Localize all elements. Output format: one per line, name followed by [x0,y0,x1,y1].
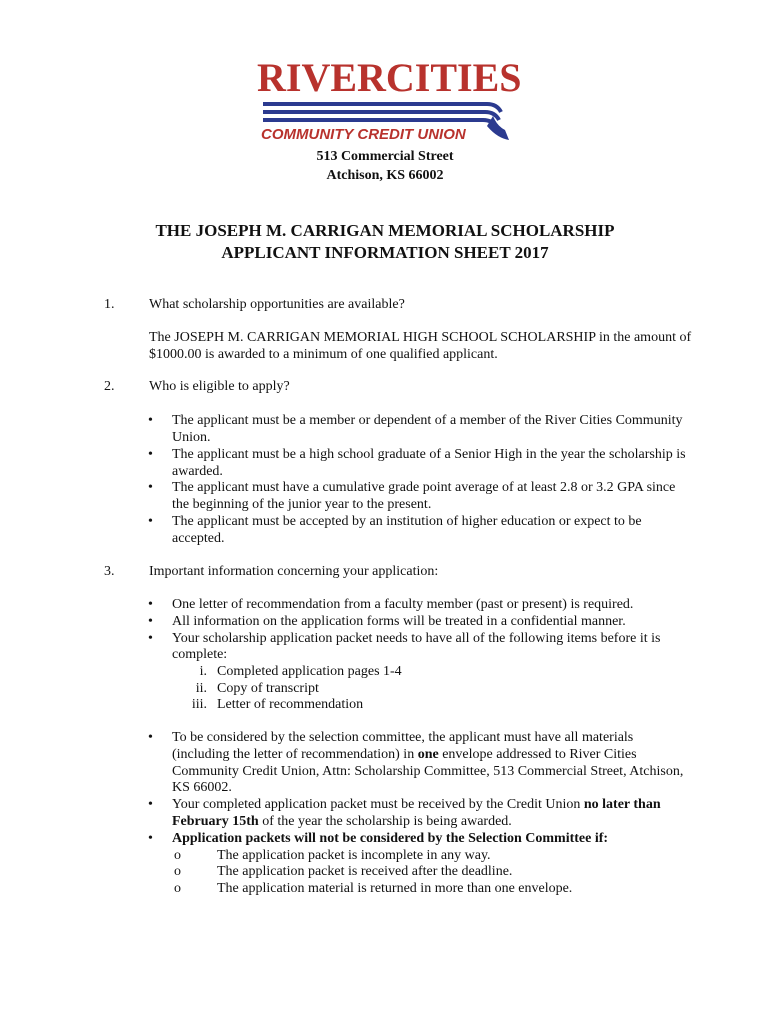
q3-bullet5-line1-a: Your completed application packet must be received by the Credit Union [172,797,584,812]
bullet-icon: • [148,447,153,462]
bullet-icon: • [148,631,153,646]
q2-bullet4-line2: accepted. [172,531,225,546]
q3-bullet4-line1: To be considered by the selection committee, the applicant must have all materials [172,730,634,745]
bullet-icon: • [148,413,153,428]
q2-bullet2-line1: The applicant must be a high school graduate of a Senior High in the year the scholarship is [172,447,686,462]
q3-bullet3-line2: complete: [172,647,228,662]
required-item-1: Completed application pages 1-4 [217,664,402,679]
q3-bullet5-line1 [172,796,661,813]
q3-question: Important information concerning your application: [149,564,439,579]
address-street: 513 Commercial Street [316,149,454,164]
q3-bullet4-line2-b: envelope addressed to River Cities [438,747,637,762]
q1-answer-line2: $1000.00 is awarded to a minimum of one qualified applicant. [149,347,498,362]
q3-bullet5-line2-bold: February 15th [172,814,259,829]
exclusion-3: The application material is returned in more than one envelope. [217,881,573,896]
exclusion-1: The application packet is incomplete in any way. [217,848,491,863]
bullet-icon: • [148,614,153,629]
roman-numeral-ii: ii. [195,681,207,696]
circle-bullet-icon: o [174,864,181,879]
q1-number: 1. [104,297,115,312]
q2-bullet3-line2: the beginning of the junior year to the present. [172,497,432,512]
q3-bullet5-line2 [172,813,512,830]
circle-bullet-icon: o [174,881,181,896]
bullet-icon: • [148,797,153,812]
q3-bullet5-line2-b: of the year the scholarship is being awarded. [258,814,512,829]
bullet-icon: • [148,480,153,495]
q3-bullet4-line3: Community Credit Union, Attn: Scholarship Committee, 513 Commercial Street, Atchison, [172,764,684,779]
required-item-2: Copy of transcript [217,681,319,696]
q3-bullet4-line2-bold: one [417,747,439,762]
q3-bullet6-bold: Application packets will not be considered by the Selection Committee if: [172,831,609,846]
address-city: Atchison, KS 66002 [326,168,444,183]
q3-bullet1: One letter of recommendation from a faculty member (past or present) is required. [172,597,634,612]
q2-number: 2. [104,379,115,394]
q2-bullet2-line2: awarded. [172,464,223,479]
q3-bullet4-line2-a: (including the letter of recommendation) in [172,747,418,762]
roman-numeral-iii: iii. [191,697,207,712]
q3-number: 3. [104,564,115,579]
q3-bullet3-line1: Your scholarship application packet needs to have all of the following items before it is [172,631,661,646]
q2-question: Who is eligible to apply? [149,379,290,394]
q2-bullet1-line2: Union. [172,430,211,445]
bullet-icon: • [148,514,153,529]
q3-bullet4-line2 [172,746,637,763]
logo-title: RIVERCITIES [257,55,522,100]
river-cities-logo [257,55,522,148]
document-title-line2: APPLICANT INFORMATION SHEET 2017 [221,243,549,262]
roman-numeral-i: i. [199,664,207,679]
q2-bullet4-line1: The applicant must be accepted by an institution of higher education or expect to be [172,514,642,529]
q3-bullet6 [172,830,608,847]
q2-bullet1-line1: The applicant must be a member or dependent of a member of the River Cities Community [172,413,683,428]
exclusion-2: The application packet is received after the deadline. [217,864,513,879]
q1-question: What scholarship opportunities are available? [149,297,405,312]
required-item-3: Letter of recommendation [217,697,364,712]
logo-subtitle: COMMUNITY CREDIT UNION [261,126,466,143]
bullet-icon: • [148,597,153,612]
document-title-line1: THE JOSEPH M. CARRIGAN MEMORIAL SCHOLARSHIP [155,221,615,240]
bullet-icon: • [148,730,153,745]
q2-bullet3-line1: The applicant must have a cumulative grade point average of at least 2.8 or 3.2 GPA since [172,480,676,495]
q3-bullet5-line1-bold: no later than [583,797,661,812]
q3-bullet2: All information on the application forms will be treated in a confidential manner. [172,614,626,629]
bullet-icon: • [148,831,153,846]
q3-bullet4-line4: KS 66002. [172,780,232,795]
q1-answer-line1: The JOSEPH M. CARRIGAN MEMORIAL HIGH SCHOOL SCHOLARSHIP in the amount of [149,330,692,345]
circle-bullet-icon: o [174,848,181,863]
